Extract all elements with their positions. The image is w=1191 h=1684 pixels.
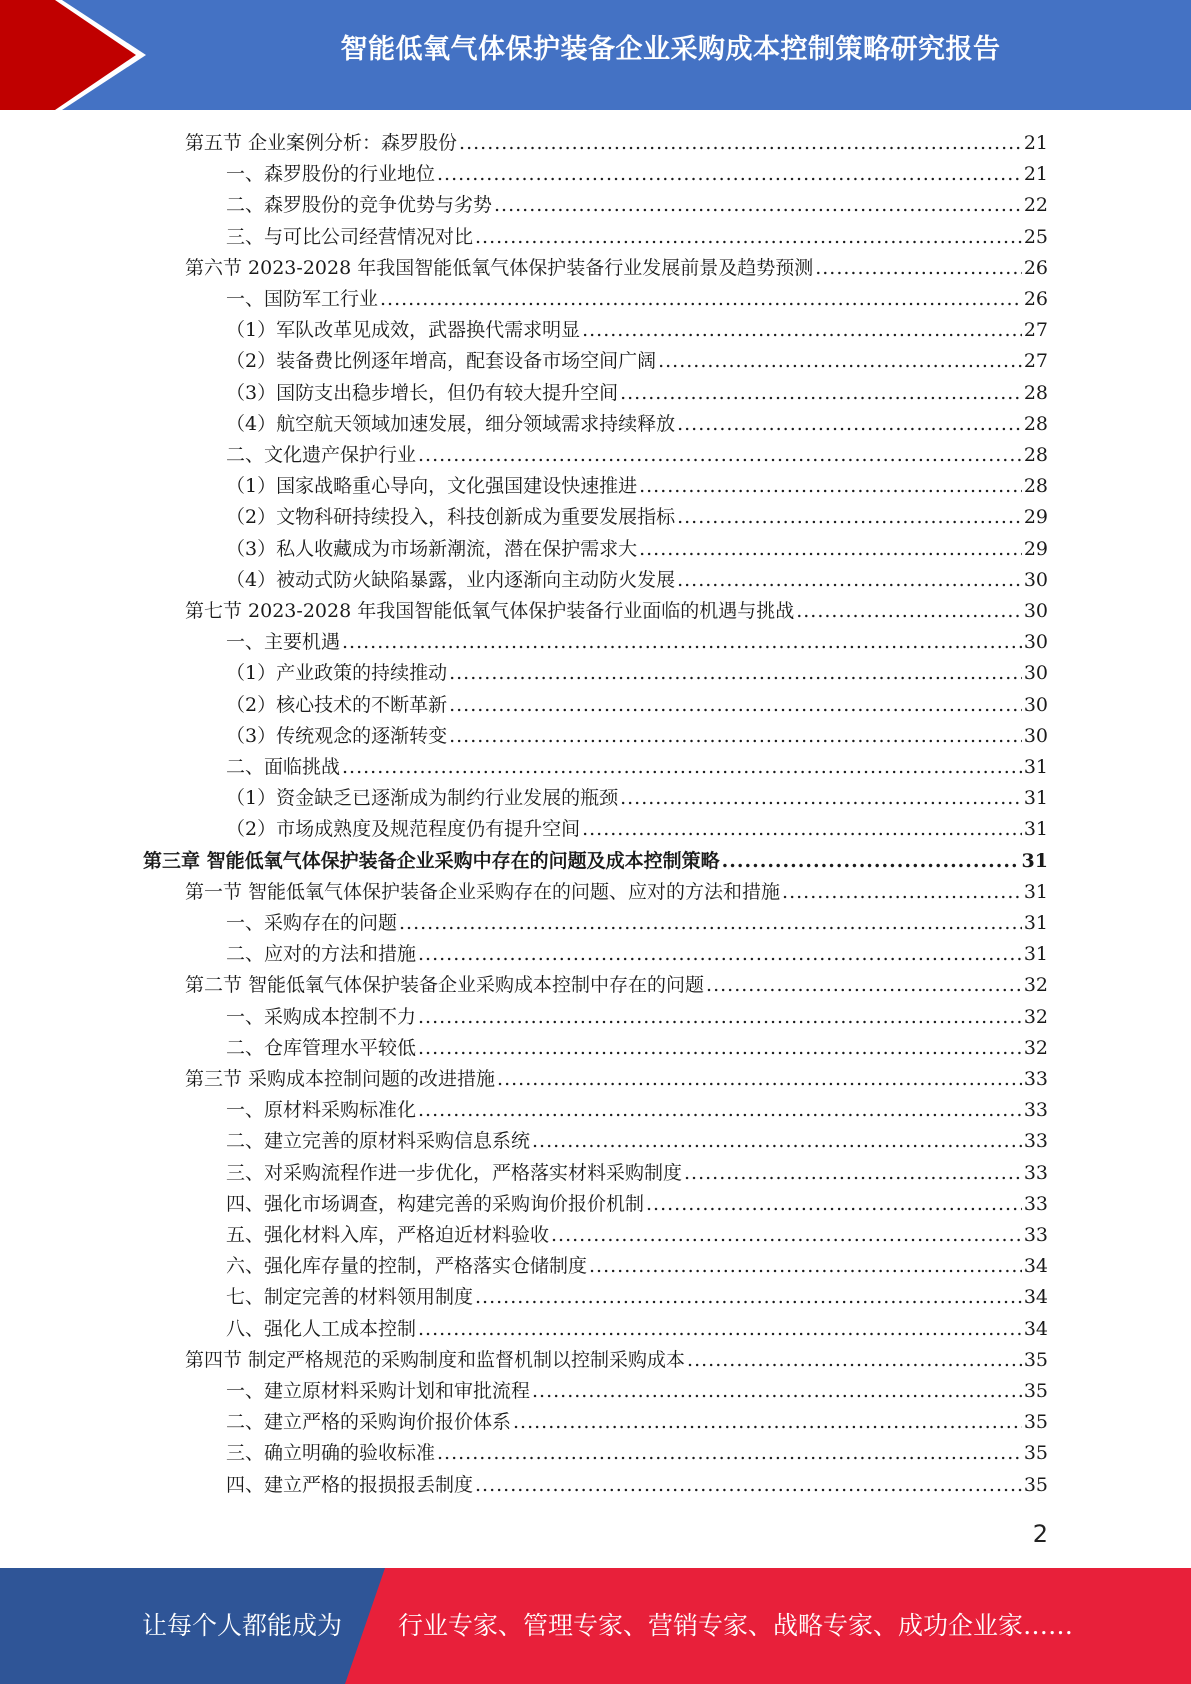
toc-entry[interactable] [226,1314,1048,1345]
toc-leader-dots [722,846,1020,877]
toc-entry[interactable] [226,658,1048,689]
toc-entry[interactable] [226,752,1048,783]
toc-entry-label: 七、制定完善的材料领用制度 [226,1286,474,1309]
toc-entry-label: 二、面临挑战 [226,756,341,778]
toc-entry-page: 30 [1023,724,1048,747]
page-header [0,0,1191,110]
toc-entry[interactable] [226,690,1048,721]
toc-leader-dots [449,658,1022,689]
toc-entry-page: 32 [1023,1036,1048,1059]
toc-leader-dots [646,1189,1022,1220]
toc-entry-label: 二、建立严格的采购询价报价体系 [226,1411,512,1434]
toc-entry-page: 31 [1023,880,1048,903]
toc-entry[interactable] [226,814,1048,845]
toc-entry-label: 一、采购存在的问题 [226,912,398,934]
toc-entry-page: 30 [1023,693,1048,716]
header-arrow-decoration [0,0,150,110]
toc-entry-page: 33 [1023,1161,1048,1184]
toc-entry-label: 第二节 智能低氧气体保护装备企业采购成本控制中存在的问题 [185,974,705,997]
toc-entry-label: 第四节 制定严格规范的采购制度和监督机制以控制采购成本 [185,1348,686,1371]
toc-leader-dots [418,1033,1022,1064]
toc-entry-label: 二、文化遗产保护行业 [226,444,417,466]
toc-leader-dots [687,1345,1022,1376]
toc-entry-page: 21 [1023,163,1048,186]
toc-entry-page: 35 [1023,1442,1048,1465]
toc-entry-page: 29 [1023,506,1048,529]
toc-entry[interactable] [226,534,1048,565]
toc-leader-dots [418,1095,1022,1126]
toc-entry-label: 五、强化材料入库，严格迫近材料验收 [226,1224,550,1246]
toc-leader-dots [532,1126,1022,1157]
toc-entry[interactable] [226,222,1048,253]
toc-entry[interactable] [226,1376,1048,1407]
toc-entry-page: 33 [1023,1224,1048,1246]
toc-entry-page: 35 [1023,1380,1048,1402]
toc-entry-page: 27 [1023,319,1048,342]
toc-leader-dots [459,128,1022,159]
toc-entry-label: 第七节 2023-2028 年我国智能低氧气体保护装备行业面临的机遇与挑战 [185,600,795,622]
toc-entry[interactable] [143,846,1048,877]
toc-entry-page: 31 [1023,818,1048,841]
toc-leader-dots [475,222,1022,253]
toc-entry-label: （1）资金缺乏已逐渐成为制约行业发展的瓶颈 [226,787,619,810]
toc-leader-dots [582,315,1022,346]
toc-entry-label: （3）私人收藏成为市场新潮流，潜在保护需求大 [226,537,638,560]
toc-entry-label: 六、强化库存量的控制，严格落实仓储制度 [226,1255,588,1278]
toc-leader-dots [677,565,1022,596]
toc-entry-page: 32 [1023,1005,1048,1028]
toc-entry-label: （2）市场成熟度及规范程度仍有提升空间 [226,818,581,841]
toc-leader-dots [513,1407,1022,1438]
toc-leader-dots [437,159,1022,190]
toc-entry-label: 一、国防军工行业 [226,288,379,310]
toc-entry-page: 35 [1023,1411,1048,1434]
toc-entry[interactable] [226,315,1048,346]
toc-leader-dots [815,253,1022,284]
toc-leader-dots [589,1251,1022,1282]
toc-entry[interactable] [226,1220,1048,1251]
toc-entry-label: 二、仓库管理水平较低 [226,1036,417,1059]
toc-entry[interactable] [226,346,1048,377]
toc-entry[interactable] [226,565,1048,596]
toc-entry[interactable] [185,970,1048,1001]
toc-entry[interactable] [226,1282,1048,1313]
toc-entry[interactable] [226,1126,1048,1157]
toc-entry[interactable] [226,721,1048,752]
toc-entry-label: 一、原材料采购标准化 [226,1099,417,1122]
toc-entry[interactable] [226,1438,1048,1469]
toc-entry-page: 28 [1023,475,1048,498]
toc-entry-page: 31 [1023,912,1048,934]
page-footer [0,1568,1191,1684]
toc-entry[interactable] [226,908,1048,939]
toc-leader-dots [380,284,1022,315]
toc-entry-page: 35 [1023,1473,1048,1496]
toc-entry[interactable] [226,1189,1048,1220]
toc-entry[interactable] [226,1033,1048,1064]
toc-entry-label: 第三节 采购成本控制问题的改进措施 [185,1068,496,1090]
toc-entry-label: 一、建立原材料采购计划和审批流程 [226,1380,531,1402]
toc-entry-label: （1）国家战略重心导向，文化强国建设快速推进 [226,475,638,498]
toc-leader-dots [658,346,1022,377]
toc-leader-dots [532,1376,1022,1407]
toc-entry-page: 35 [1023,1348,1048,1371]
toc-entry-label: （4）航空航天领域加速发展，细分领域需求持续释放 [226,412,676,435]
toc-leader-dots [399,908,1022,939]
toc-entry-label: （1）军队改革见成效，武器换代需求明显 [226,319,581,342]
toc-entry-page: 34 [1023,1317,1048,1340]
toc-entry-page: 33 [1023,1192,1048,1215]
toc-entry-page: 33 [1023,1130,1048,1153]
toc-leader-dots [449,690,1022,721]
toc-leader-dots [449,721,1022,752]
toc-entry[interactable] [226,502,1048,533]
toc-entry[interactable] [226,1251,1048,1282]
toc-entry[interactable] [226,190,1048,221]
page-number: 2 [1032,1520,1048,1548]
toc-entry[interactable] [185,128,1048,159]
toc-entry-label: 二、应对的方法和措施 [226,943,417,966]
toc-entry-label: 二、建立完善的原材料采购信息系统 [226,1130,531,1153]
toc-entry-label: 第一节 智能低氧气体保护装备企业采购存在的问题、应对的方法和措施 [185,880,781,903]
toc-entry[interactable] [185,596,1048,627]
toc-entry[interactable] [226,1002,1048,1033]
toc-leader-dots [494,190,1022,221]
toc-entry[interactable] [226,783,1048,814]
toc-entry-page: 34 [1023,1255,1048,1278]
toc-entry[interactable] [226,1470,1048,1501]
toc-entry[interactable] [226,939,1048,970]
toc-leader-dots [437,1438,1022,1469]
toc-leader-dots [620,783,1022,814]
toc-entry-label: 四、强化市场调查，构建完善的采购询价报价机制 [226,1192,645,1215]
toc-entry-page: 26 [1023,288,1048,310]
toc-entry-label: 四、建立严格的报损报丢制度 [226,1473,474,1496]
toc-entry-page: 27 [1023,350,1048,373]
toc-entry-label: 第六节 2023-2028 年我国智能低氧气体保护装备行业发展前景及趋势预测 [185,256,814,279]
toc-entry-page: 31 [1023,943,1048,966]
toc-entry-label: 第三章 智能低氧气体保护装备企业采购中存在的问题及成本控制策略 [143,849,720,872]
toc-entry[interactable] [185,877,1048,908]
toc-entry-label: （3）国防支出稳步增长，但仍有较大提升空间 [226,381,619,404]
toc-leader-dots [639,471,1022,502]
toc-entry[interactable] [185,1064,1048,1095]
toc-entry-page: 30 [1023,631,1048,654]
toc-leader-dots [677,502,1022,533]
toc-entry-page: 33 [1023,1099,1048,1122]
toc-entry-label: 三、确立明确的验收标准 [226,1442,436,1465]
toc-entry[interactable] [226,1407,1048,1438]
toc-entry[interactable] [226,627,1048,658]
toc-entry[interactable] [185,253,1048,284]
toc-entry-page: 21 [1023,132,1048,154]
toc-entry-label: 三、对采购流程作进一步优化，严格落实材料采购制度 [226,1161,683,1184]
toc-leader-dots [475,1282,1022,1313]
toc-entry[interactable] [226,440,1048,471]
toc-leader-dots [620,378,1022,409]
toc-leader-dots [706,970,1022,1001]
toc-entry-page: 29 [1023,537,1048,560]
toc-leader-dots [475,1470,1022,1501]
toc-entry-page: 25 [1023,225,1048,248]
toc-entry-page: 31 [1021,849,1048,872]
toc-entry-page: 34 [1023,1286,1048,1309]
toc-entry-label: 八、强化人工成本控制 [226,1317,417,1340]
toc-entry-label: 一、采购成本控制不力 [226,1005,417,1028]
toc-leader-dots [782,877,1022,908]
toc-entry-page: 28 [1023,444,1048,466]
toc-leader-dots [796,596,1022,627]
toc-entry[interactable] [185,1345,1048,1376]
toc-entry-page: 31 [1023,756,1048,778]
toc-leader-dots [418,1002,1022,1033]
toc-entry-label: 第五节 企业案例分析：森罗股份 [185,132,458,154]
toc-entry-label: （2）装备费比例逐年增高，配套设备市场空间广阔 [226,350,657,373]
toc-leader-dots [342,752,1022,783]
toc-entry-page: 22 [1023,194,1048,217]
report-title: 智能低氧气体保护装备企业采购成本控制策略研究报告 [340,34,1001,65]
toc-leader-dots [418,1314,1022,1345]
toc-entry-label: 一、主要机遇 [226,631,341,654]
toc-leader-dots [639,534,1022,565]
toc-entry-label: 一、森罗股份的行业地位 [226,163,436,186]
toc-entry[interactable] [226,1095,1048,1126]
toc-leader-dots [684,1158,1022,1189]
toc-entry-label: （4）被动式防火缺陷暴露，业内逐渐向主动防火发展 [226,568,676,591]
toc-leader-dots [677,409,1022,440]
footer-slogan-left: 让每个人都能成为 [142,1611,343,1640]
toc-leader-dots [342,627,1022,658]
footer-slogan-right: 行业专家、管理专家、营销专家、战略专家、成功企业家…… [398,1611,1074,1640]
toc-entry[interactable] [226,1158,1048,1189]
toc-entry[interactable] [226,284,1048,315]
toc-entry-label: （2）核心技术的不断革新 [226,693,448,716]
toc-entry-page: 30 [1023,600,1048,622]
toc-entry-page: 30 [1023,662,1048,685]
toc-entry-page: 30 [1023,568,1048,591]
toc-leader-dots [418,939,1022,970]
toc-entry-label: 二、森罗股份的竞争优势与劣势 [226,194,493,217]
toc-leader-dots [418,440,1022,471]
toc-entry-label: （2）文物科研持续投入，科技创新成为重要发展指标 [226,506,676,529]
toc-entry[interactable] [226,409,1048,440]
toc-entry[interactable] [226,378,1048,409]
toc-leader-dots [497,1064,1022,1095]
toc-leader-dots [582,814,1022,845]
toc-entry[interactable] [226,471,1048,502]
toc-entry[interactable] [226,159,1048,190]
toc-entry-page: 32 [1023,974,1048,997]
toc-entry-page: 31 [1023,787,1048,810]
toc-entry-page: 33 [1023,1068,1048,1090]
toc-entry-label: （1）产业政策的持续推动 [226,662,448,685]
toc-entry-label: （3）传统观念的逐渐转变 [226,724,448,747]
toc-entry-page: 28 [1023,381,1048,404]
toc-entry-page: 28 [1023,412,1048,435]
toc-entry-page: 26 [1023,256,1048,279]
toc-leader-dots [551,1220,1022,1251]
toc-entry-label: 三、与可比公司经营情况对比 [226,225,474,248]
